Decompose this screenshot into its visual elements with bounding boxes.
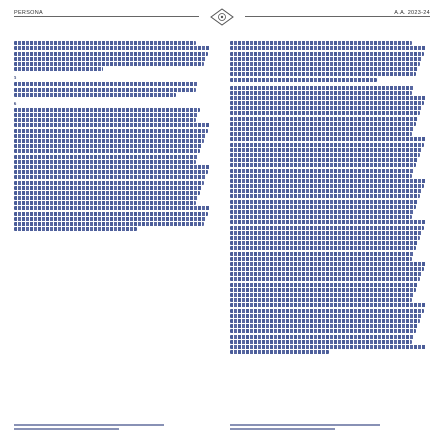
text-line: [230, 41, 412, 45]
footer-rule: [14, 424, 164, 426]
text-line: [14, 118, 196, 122]
text-line: [230, 298, 412, 302]
text-line: [230, 226, 424, 230]
text-line: [14, 206, 210, 210]
text-line: [14, 108, 200, 112]
text-line: [230, 262, 426, 266]
text-line: [14, 227, 137, 231]
text-line: [230, 288, 416, 292]
text-line: [230, 293, 414, 297]
text-line: [230, 57, 422, 61]
text-line: [230, 319, 420, 323]
paragraph: [230, 86, 428, 355]
text-line: [14, 52, 208, 56]
paragraph: [14, 41, 212, 71]
text-line: [230, 350, 329, 354]
text-line: [230, 215, 412, 219]
text-line: [230, 78, 377, 82]
text-line: [230, 91, 412, 95]
footer-rule: [14, 428, 119, 430]
text-line: [230, 246, 416, 250]
text-line: [230, 67, 418, 71]
text-line: [230, 340, 412, 344]
text-line: [230, 52, 424, 56]
text-line: [230, 205, 416, 209]
header-left-text: PERSONA: [14, 10, 43, 16]
text-line: [14, 93, 176, 97]
text-line: [230, 46, 426, 50]
text-line: [230, 252, 414, 256]
text-line: [230, 220, 426, 224]
text-line: [14, 67, 103, 71]
text-line: [230, 174, 412, 178]
text-line: [230, 153, 420, 157]
text-line: [230, 277, 420, 281]
text-line: [14, 129, 208, 133]
text-line: [230, 86, 414, 90]
footer-rule: [230, 428, 335, 430]
text-line: [14, 62, 204, 66]
text-line: [14, 88, 196, 92]
text-line: [230, 329, 416, 333]
text-line: [230, 122, 416, 126]
text-line: [14, 46, 210, 50]
text-line: [14, 217, 206, 221]
text-line: [14, 170, 208, 174]
text-line: [14, 113, 198, 117]
text-line: [230, 143, 424, 147]
text-line: [230, 101, 424, 105]
text-line: [230, 72, 416, 76]
text-line: [14, 155, 198, 159]
text-line: [230, 179, 426, 183]
text-line: [14, 82, 198, 86]
footer-right: [230, 422, 380, 434]
text-line: [230, 194, 420, 198]
header-right-text: A.A. 2023-24: [394, 10, 430, 16]
paragraph: [230, 41, 428, 81]
text-line: [14, 165, 210, 169]
left-column: [14, 40, 212, 416]
text-line: [230, 210, 414, 214]
text-line: [230, 189, 422, 193]
paragraph: [14, 75, 212, 97]
text-line: [230, 96, 426, 100]
text-line: [230, 257, 412, 261]
text-line: [230, 117, 418, 121]
text-line: [230, 184, 424, 188]
text-line: [230, 236, 420, 240]
text-line: [14, 191, 200, 195]
text-line: [230, 267, 424, 271]
text-line: [14, 196, 198, 200]
section-number: 6: [14, 100, 17, 106]
text-line: [230, 324, 418, 328]
text-line: [230, 345, 426, 349]
text-line: [14, 123, 210, 127]
text-line: [230, 283, 418, 287]
text-line: [14, 134, 206, 138]
emblem-icon: [209, 7, 235, 27]
section-number: 5: [14, 75, 17, 81]
text-line: [230, 335, 414, 339]
header-rule-left: [14, 16, 199, 17]
text-line: [14, 57, 206, 61]
text-line: [230, 163, 416, 167]
text-line: [14, 212, 208, 216]
text-line: [230, 309, 424, 313]
text-line: [14, 139, 204, 143]
text-line: [230, 169, 414, 173]
text-line: [14, 186, 202, 190]
text-line: [14, 175, 206, 179]
text-line: [230, 62, 420, 66]
text-line: [230, 303, 426, 307]
text-line: [230, 241, 418, 245]
text-line: [230, 272, 422, 276]
text-line: [230, 200, 418, 204]
text-line: [230, 314, 422, 318]
text-line: [230, 148, 422, 152]
text-line: [14, 222, 204, 226]
text-line: [14, 144, 202, 148]
text-line: [230, 158, 418, 162]
text-line: [230, 231, 422, 235]
text-line: [230, 111, 420, 115]
footer-rule: [230, 424, 380, 426]
text-line: [230, 137, 426, 141]
text-line: [14, 201, 196, 205]
header-rule-right: [245, 16, 430, 17]
page-header: [14, 7, 430, 31]
text-line: [230, 106, 422, 110]
text-line: [230, 132, 412, 136]
paragraph: [14, 101, 212, 232]
text-line: [14, 149, 200, 153]
text-line: [230, 127, 414, 131]
footer-left: [14, 422, 164, 434]
text-line: [14, 41, 196, 45]
text-line: [14, 181, 204, 185]
right-column: [230, 40, 428, 416]
text-line: [14, 160, 196, 164]
